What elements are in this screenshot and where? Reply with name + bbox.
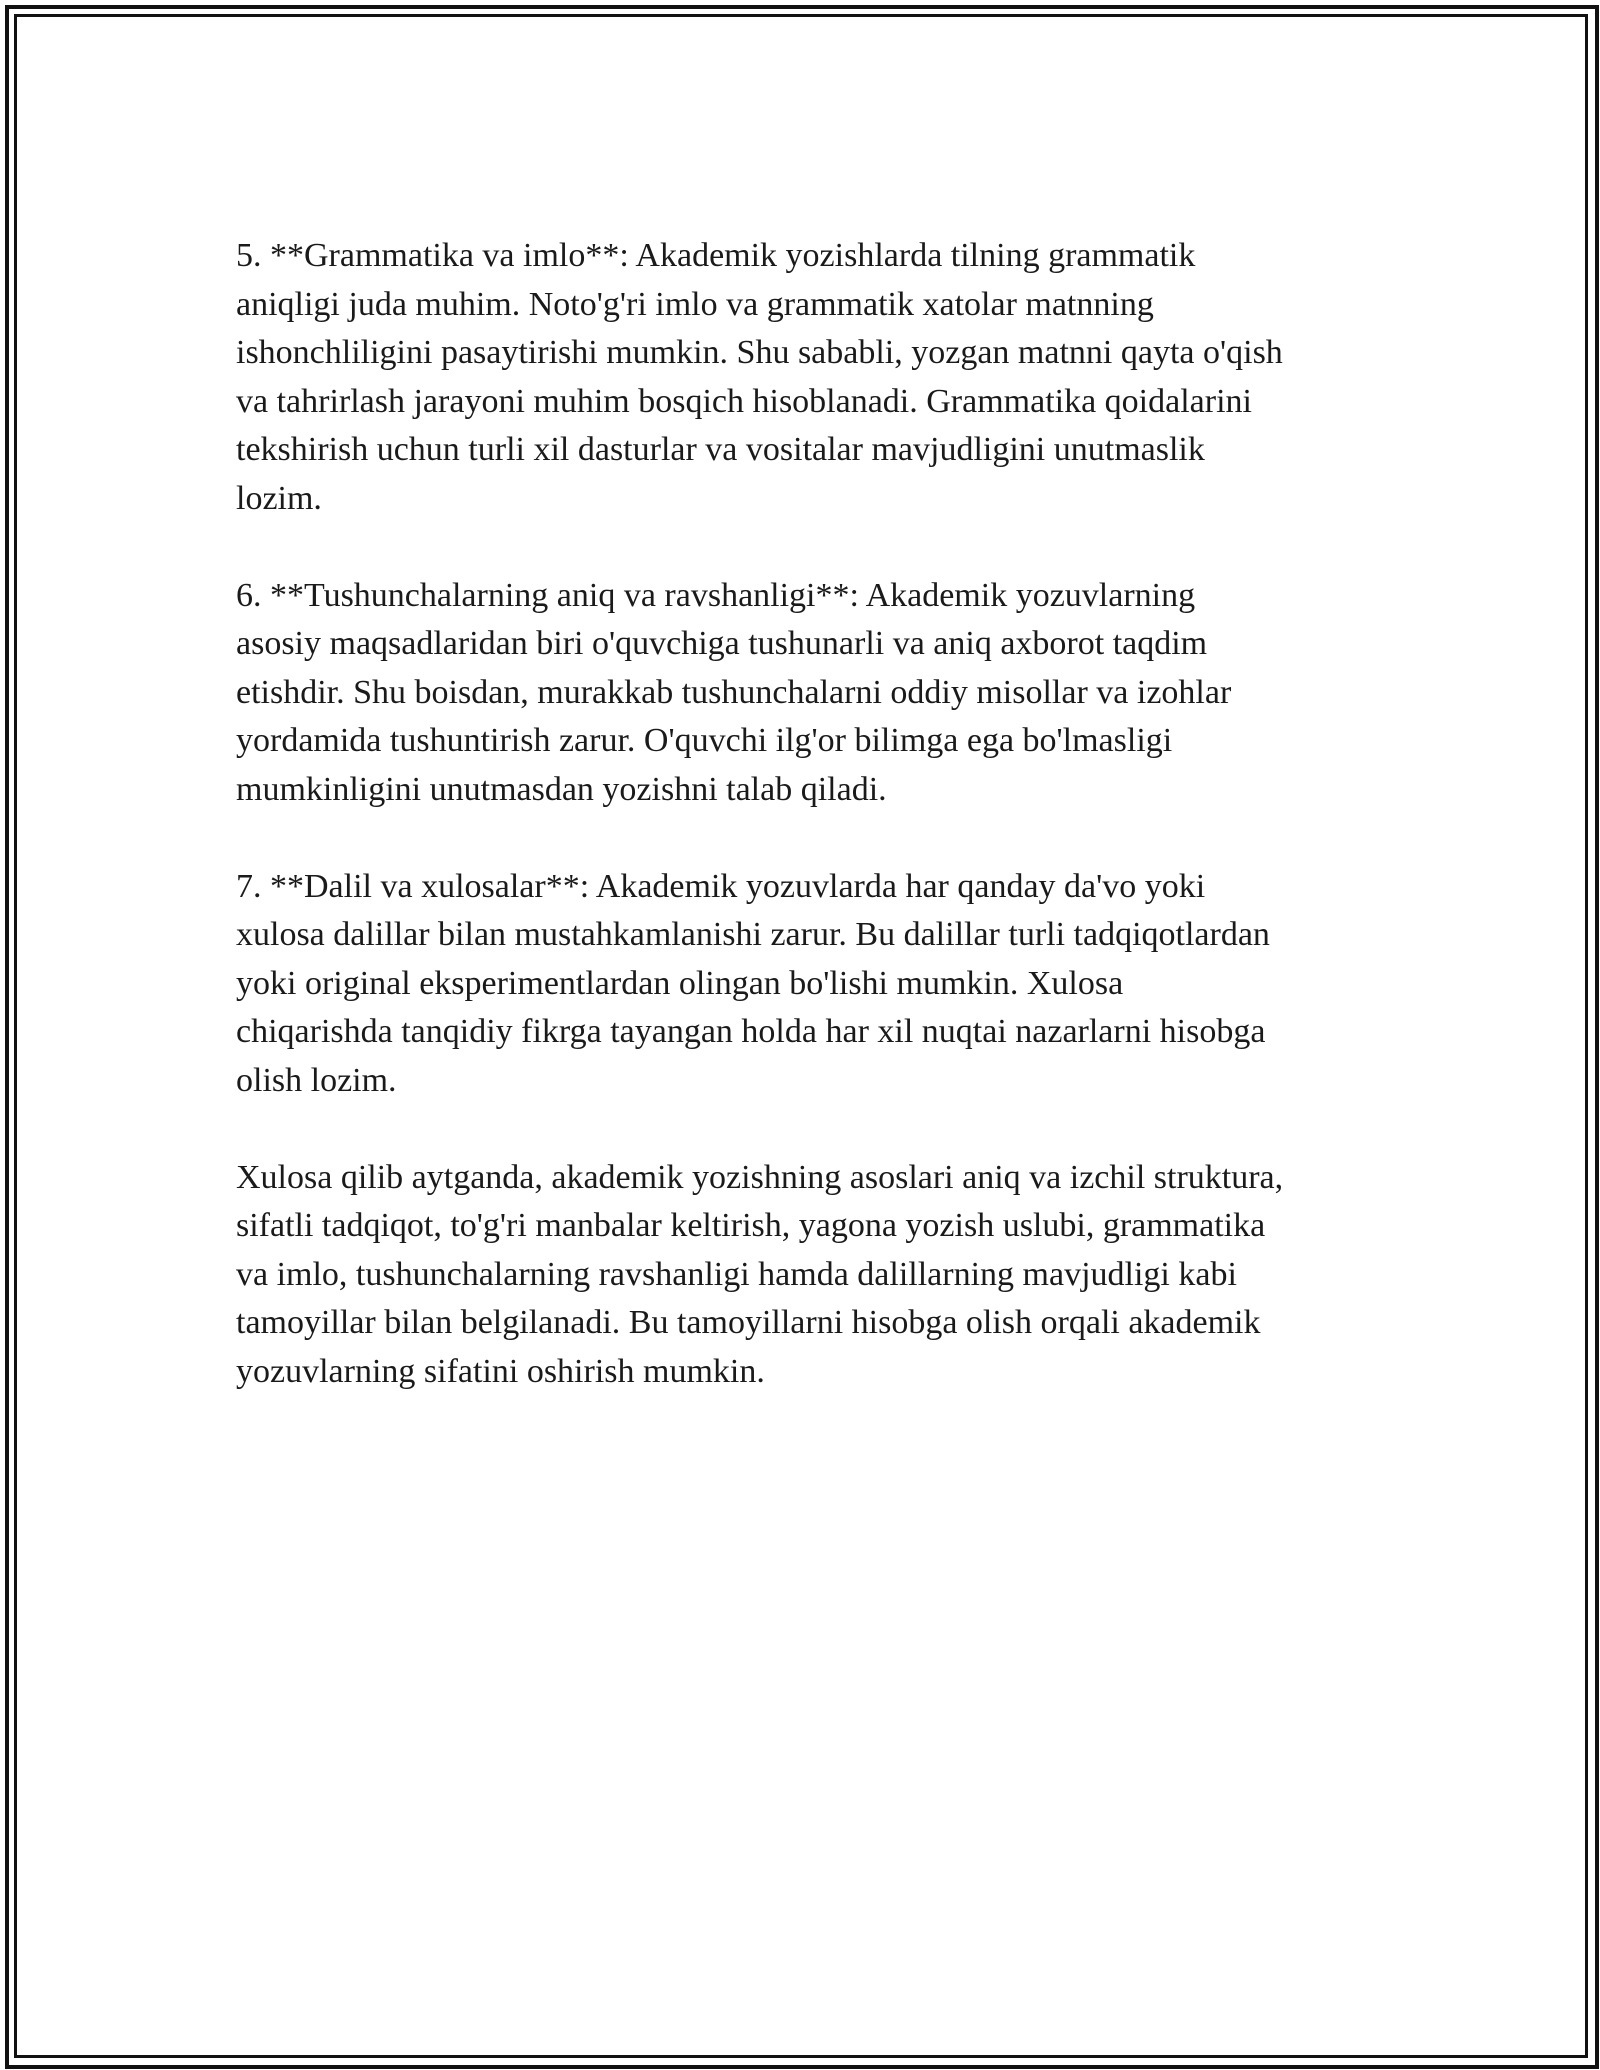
paragraph-grammatika-va-imlo: 5. **Grammatika va imlo**: Akademik yozishlarda tilning grammatik aniqligi juda muhim. Noto'g'ri imlo va grammatik xatolar matnning ishonchliligini pasaytirishi mumkin. Shu sababli, yozgan matnni qayta o'qish va tahrirlash jarayoni muhim bosqich hisoblanadi. Grammatika qoidalarini tekshirish uchun turli xil dasturlar va vositalar mavjudligini unutmaslik lozim. xyxy=(236,237,1283,517)
document-body xyxy=(236,232,1376,1445)
paragraph-tushunchalarning-aniqligi: 6. **Tushunchalarning aniq va ravshanligi**: Akademik yozuvlarning asosiy maqsadlaridan biri o'quvchiga tushunarli va aniq axborot taqdim etishdir. Shu boisdan, murakkab tushunchalarni oddiy misollar va izohlar yordamida tushuntirish zarur. O'quvchi ilg'or bilimga ega bo'lmasligi mumkinligini unutmasdan yozishni talab qiladi. xyxy=(236,576,1232,808)
paragraph-conclusion: Xulosa qilib aytganda, akademik yozishning asoslari aniq va izchil struktura, sifatli tadqiqot, to'g'ri manbalar keltirish, yagona yozish uslubi, grammatika va imlo, tushunchalarning ravshanligi hamda dalillarning mavjudligi kabi tamoyillar bilan belgilanadi. Bu tamoyillarni hisobga olish orqali akademik yozuvlarning sifatini oshirish mumkin. xyxy=(236,1158,1284,1390)
paragraph-dalil-va-xulosalar: 7. **Dalil va xulosalar**: Akademik yozuvlarda har qanday da'vo yoki xulosa dalillar bilan mustahkamlanishi zarur. Bu dalillar turli tadqiqotlardan yoki original eksperimentlardan olingan bo'lishi mumkin. Xulosa chiqarishda tanqidiy fikrga tayangan holda har xil nuqtai nazarlarni hisobga olish lozim. xyxy=(236,867,1270,1099)
